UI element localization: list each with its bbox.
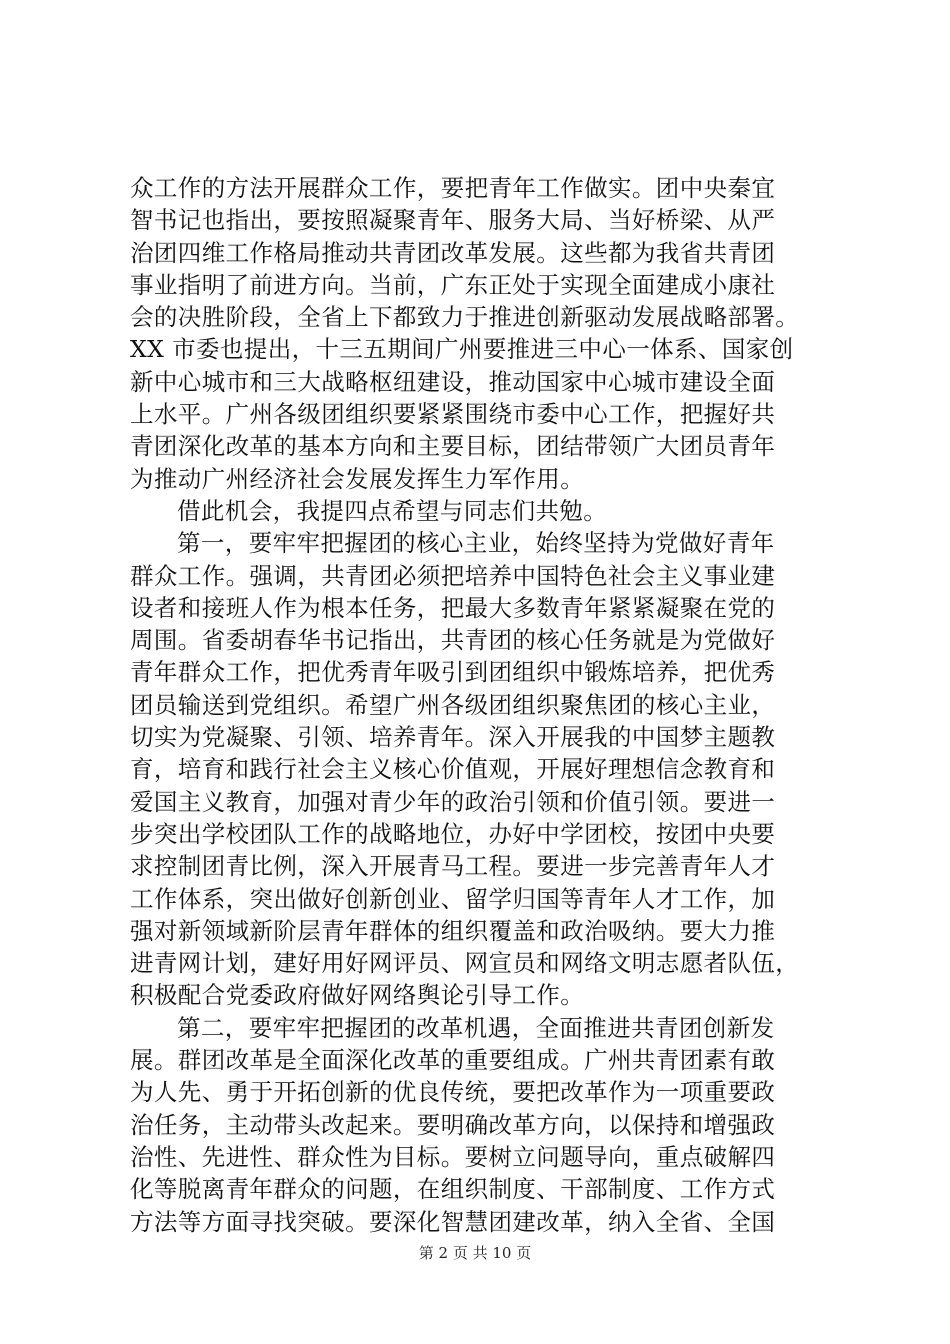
text-line: 借此机会，我提四点希望与同志们共勉。 (177, 496, 608, 525)
text-line: 治任务，主动带头改起来。要明确改革方向，以保持和增强政 (130, 1110, 776, 1139)
text-line: 新中心城市和三大战略枢纽建设，推动国家中心城市建设全面 (130, 367, 776, 396)
text-line: 青团深化改革的基本方向和主要目标，团结带领广大团员青年 (130, 432, 776, 461)
text-line: 上水平。广州各级团组织要紧紧围绕市委中心工作，把握好共 (130, 400, 776, 429)
text-line: 设者和接班人作为根本任务，把最大多数青年紧紧凝聚在党的 (130, 593, 776, 622)
text-line: 步突出学校团队工作的战略地位，办好中学团校，按团中央要 (130, 819, 776, 848)
text-line: 切实为党凝聚、引领、培养青年。深入开展我的中国梦主题教 (130, 723, 776, 752)
text-line: 化等脱离青年群众的问题，在组织制度、干部制度、工作方式 (130, 1175, 776, 1204)
text-line: 团员输送到党组织。希望广州各级团组织聚焦团的核心主业， (130, 690, 776, 719)
text-line: 求控制团青比例，深入开展青马工程。要进一步完善青年人才 (130, 852, 776, 881)
text-line: 治团四维工作格局推动共青团改革发展。这些都为我省共青团 (130, 238, 776, 267)
text-line: 强对新领域新阶层青年群体的组织覆盖和政治吸纳。要大力推 (130, 916, 776, 945)
text-line: 爱国主义教育，加强对青少年的政治引领和价值引领。要进一 (130, 787, 776, 816)
text-line: 为人先、勇于开拓创新的优良传统，要把改革作为一项重要政 (130, 1078, 776, 1107)
text-line: 积极配合党委政府做好网络舆论引导工作。 (130, 981, 585, 1010)
text-line: 进青网计划，建好用好网评员、网宣员和网络文明志愿者队伍， (130, 949, 800, 978)
text-line: 青年群众工作，把优秀青年吸引到团组织中锻炼培养，把优秀 (130, 658, 776, 687)
text-line: 治性、先进性、群众性为目标。要树立问题导向，重点破解四 (130, 1142, 776, 1171)
text-line: 第二，要牢牢把握团的改革机遇，全面推进共青团创新发 (177, 1013, 775, 1042)
text-line: 智书记也指出，要按照凝聚青年、服务大局、当好桥梁、从严 (130, 206, 776, 235)
text-line: 会的决胜阶段，全省上下都致力于推进创新驱动发展战略部署。 (130, 303, 800, 332)
text-line: 周围。省委胡春华书记指出，共青团的核心任务就是为党做好 (130, 626, 776, 655)
text-line: 工作体系，突出做好创新创业、留学归国等青年人才工作，加 (130, 884, 776, 913)
text-line: 方法等方面寻找突破。要深化智慧团建改革，纳入全省、全国 (130, 1207, 776, 1236)
text-line: 事业指明了前进方向。当前，广东正处于实现全面建成小康社 (130, 270, 776, 299)
text-line: 育，培育和践行社会主义核心价值观，开展好理想信念教育和 (130, 755, 776, 784)
text-line: 群众工作。强调，共青团必须把培养中国特色社会主义事业建 (130, 561, 776, 590)
text-line: XX 市委也提出，十三五期间广州要推进三中心一体系、国家创 (130, 335, 794, 364)
text-line: 众工作的方法开展群众工作，要把青年工作做实。团中央秦宜 (130, 174, 776, 202)
text-line: 为推动广州经济社会发展发挥生力军作用。 (130, 464, 585, 493)
page-footer: 第 2 页 共 10 页 (418, 1244, 532, 1262)
text-line: 展。群团改革是全面深化改革的重要组成。广州共青团素有敢 (130, 1046, 776, 1075)
document-body (130, 172, 850, 1238)
text-line: 第一，要牢牢把握团的核心主业，始终坚持为党做好青年 (177, 529, 775, 558)
